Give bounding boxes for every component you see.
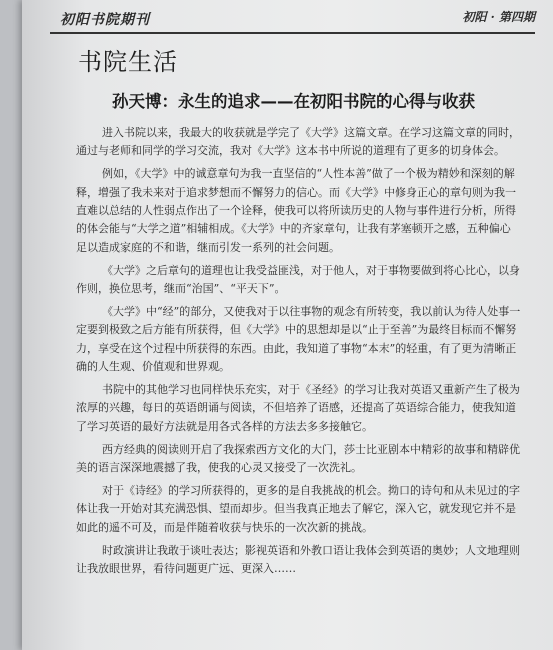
paragraph-line: 确的人生观、价值观和世界观。 [76, 360, 230, 374]
paragraph [76, 482, 542, 537]
paragraph [76, 262, 542, 299]
paragraph-line: 西方经典的阅读则开启了我探索西方文化的大门，莎士比亚剧本中精彩的故事和精辟优 [102, 442, 520, 456]
article-title: 孙天博：永生的追求——在初阳书院的心得与收获 [112, 92, 475, 111]
paragraph-line: 让我放眼世界，看待问题更广远、更深入…… [76, 562, 296, 576]
paragraph-line: 了学习英语的最好方法就是用各式各样的方法去多多接触它。 [76, 419, 373, 433]
paragraph-line: 书院中的其他学习也同样快乐充实，对于《圣经》的学习让我对英语又重新产生了极为 [102, 383, 520, 397]
paragraph-line: 《大学》中“经”的部分，又使我对于以往事物的观念有所转变，我以前认为待人处事一 [102, 305, 521, 319]
paragraph [76, 165, 542, 257]
issue-label: 初阳 · 第四期 [462, 10, 535, 24]
paragraph-line: 定要到极致之后方能有所获得，但《大学》中的思想却是以“止于至善”为最终目标而不懈努 [76, 323, 517, 337]
running-header [50, 6, 535, 34]
paragraph-line: 例如，《大学》中的诚意章句为我一直坚信的“人性本善”做了一个极为精妙和深刻的解 [102, 167, 515, 181]
paragraph-line: 的体会能与“大学之道”相辅相成。《大学》中的齐家章句，让我有茅塞顿开之感，五种偏心 [76, 222, 511, 236]
article-body [76, 124, 542, 578]
paragraph [76, 441, 542, 478]
paragraph-line: 美的语言深深地震撼了我，使我的心灵又接受了一次洗礼。 [76, 461, 362, 475]
book-page [22, 0, 553, 650]
paragraph-line: 如此的遥不可及，而是伴随着收获与快乐的一次次新的挑战。 [76, 520, 373, 534]
paragraph-line: 释，增强了我未来对于追求梦想而不懈努力的信心。而《大学》中修身正心的章句则为我一 [76, 185, 516, 199]
paragraph-line: 进入书院以来，我最大的收获就是学完了《大学》这篇文章。在学习这篇文章的同时， [102, 126, 520, 139]
paragraph [76, 124, 542, 161]
section-title: 书院生活 [78, 48, 178, 76]
paragraph-line: 作则，换位思考，继而“治国”、“平天下”。 [76, 282, 286, 296]
paragraph-line: 通过与老师和同学的学习交流，我对《大学》这本书中所说的道理有了更多的切身体会。 [76, 144, 505, 158]
paragraph-line: 《大学》之后章句的道理也让我受益匪浅，对于他人，对于事物要做到将心比心，以身 [102, 263, 520, 277]
paragraph-line: 对于《诗经》的学习所获得的，更多的是自我挑战的机会。拗口的诗句和从未见过的字 [102, 484, 520, 498]
paragraph-line: 力，享受在这个过程中所获得的东西。由此，我知道了事物“本末”的轻重，有了更为清晰正 [76, 341, 517, 355]
paragraph-line: 时政演讲让我敢于谈吐表达；影视英语和外教口语让我体会到英语的奥妙；人文地理则 [102, 543, 520, 557]
paragraph-line: 体让我一开始对其充满恐惧、望而却步。但当我真正地去了解它，深入它，就发现它并不是 [76, 502, 516, 516]
paragraph [76, 303, 542, 377]
paragraph [76, 381, 542, 436]
paragraph [76, 542, 542, 579]
paragraph-line: 直难以总结的人性弱点作出了一个诠释，使我可以将所读历史的人物与事件进行分析，所得 [76, 204, 516, 218]
journal-name: 初阳书院期刊 [60, 12, 150, 28]
paragraph-line: 浓厚的兴趣，每日的英语朗诵与阅读，不但培养了语感，还提高了英语综合能力，使我知道 [76, 401, 516, 415]
paragraph-line: 足以造成家庭的不和谐，继而引发一系列的社会问题。 [76, 240, 340, 254]
